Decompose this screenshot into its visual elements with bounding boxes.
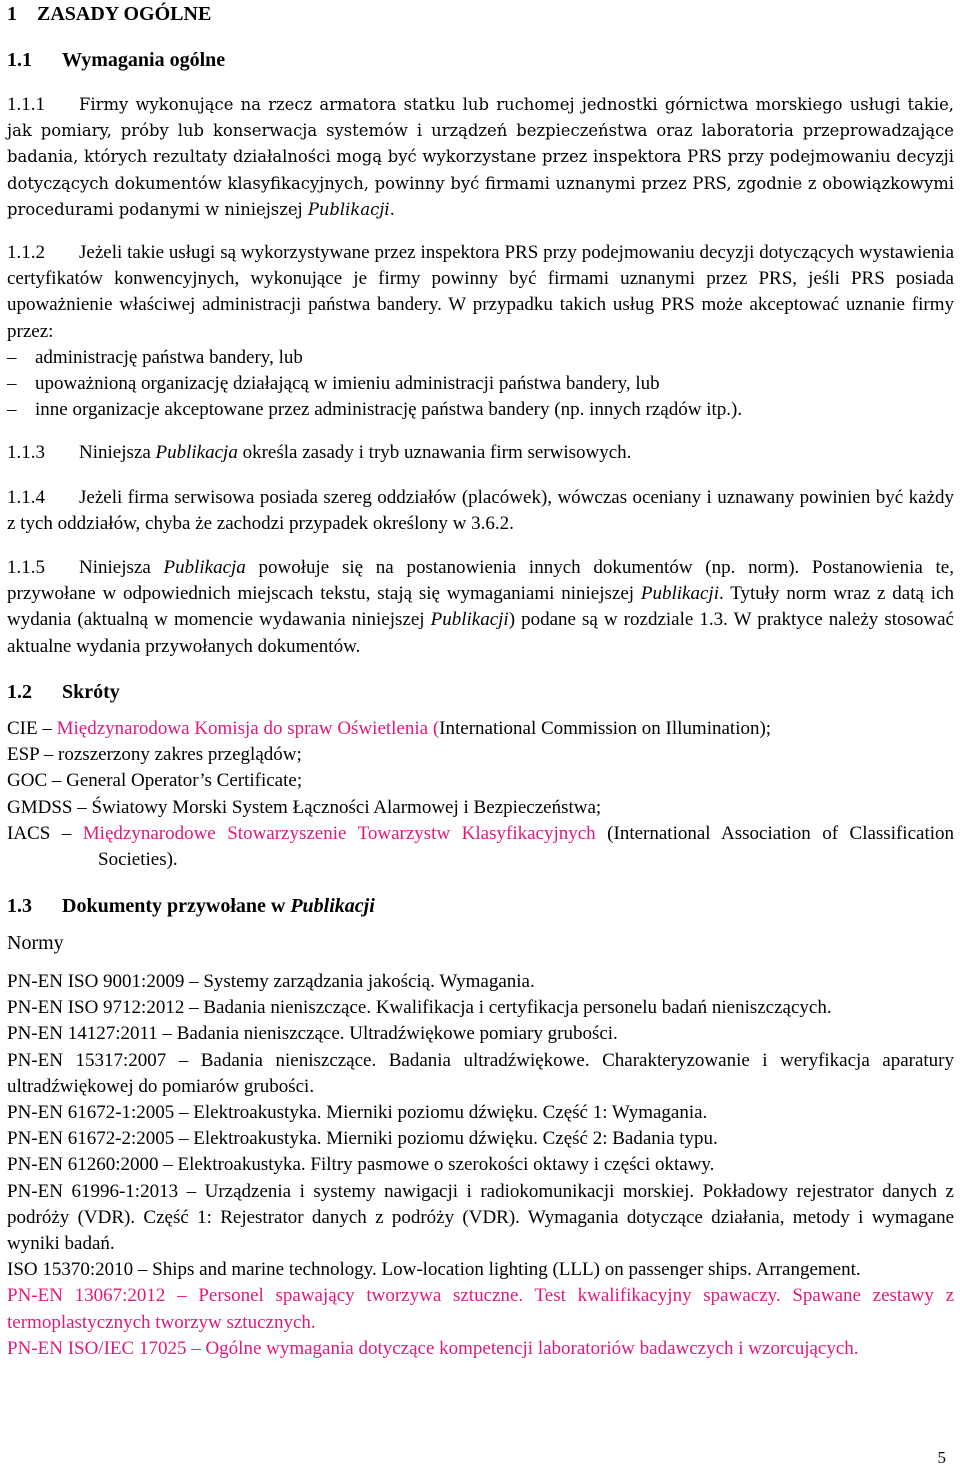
abbrev-gmdss [7,795,954,821]
abbrev-key: IACS [7,822,51,844]
abbrev-dash: – [37,718,57,739]
section-number: 1 [7,3,17,25]
norm-entry: PN-EN 15317:2007 – Badania nieniszczące. Badania ultradźwiękowe. Charakteryzowanie i weryfikacja aparatury ultradźwiękowej do pomiarów grubości. [7,1049,954,1097]
abbrev-dash: – [47,770,67,792]
norm-entry: PN-EN 61996-1:2013 – Urządzenia i systemy nawigacji i radiokomunikacji morskiej. Pokładowy rejestrator danych z podróży (VDR). Część 1: Rejestrator danych z podróży (VDR). Wymagania dotyczące działania, metody i wymagane wyniki badań. [7,1180,954,1255]
section-1-3-heading [7,893,954,919]
paragraph-number: 1.1.4 [7,487,45,508]
abbrev-iacs [7,821,954,873]
section-number: 1.2 [7,681,32,703]
norm-entry: ISO 15370:2010 – Ships and marine technology. Low-location lighting (LLL) on passenger ships. Arrangement. [7,1259,861,1281]
abbrev-text: General Operator’s Certificate; [66,770,303,792]
norm-entry: PN-EN 61260:2000 – Elektroakustyka. Filtry pasmowe o szerokości oktawy i części oktawy. [7,1154,715,1176]
abbrev-red-text: Międzynarodowa Komisja do spraw Oświetlenia ( [56,718,440,739]
abbrev-dash: – [72,796,92,818]
paragraph-text: Jeżeli takie usługi są wykorzystywane przez inspektora PRS przy podejmowaniu decyzji dotyczących wystawienia certyfikatów konwencyjnych, wykonujące je firmy powinny być firmami uznanymi przez PRS, jeśli PRS posiada upoważnienie właściwej administracji państwa bandery. W przypadku takich usług PRS może akceptować uznanie firmy przez: [7,242,954,342]
section-title: Skróty [62,681,120,703]
abbrev-text: International Commission on Illumination); [439,718,772,739]
abbrev-cie [7,716,954,742]
list-item: – upoważnioną organizację działającą w imieniu administracji państwa bandery, lub [7,371,954,397]
paragraph-1-1-2 [7,240,954,423]
italic-text: Publikacji [307,199,390,219]
text-fragment: ) podane są w rozdziale 1.3. W praktyce należy stosować aktualne wydania przywołanych dokumentów. [7,609,954,657]
abbrev-key: ESP [7,744,40,766]
paragraph-number: 1.1.5 [7,557,45,578]
norm-entry: PN-EN ISO 9001:2009 – Systemy zarządzania jakością. Wymagania. [7,971,535,992]
paragraph-text: Jeżeli firma serwisowa posiada szereg oddziałów (placówek), wówczas oceniany i uznawany powinien być każdy z tych oddziałów, chyba że zachodzi przypadek określony w 3.6.2. [7,487,954,535]
paragraph-number: 1.1.2 [7,242,45,263]
list-item: – administrację państwa bandery, lub [7,345,954,371]
norm-entry: PN-EN 61672-2:2005 – Elektroakustyka. Mierniki poziomu dźwięku. Część 2: Badania typu. [7,1128,718,1150]
paragraph-end: . [389,199,395,219]
section-1-1-heading [7,47,954,73]
paragraph-1-1-1 [7,92,954,223]
text-fragment: określa zasady i tryb uznawania firm serwisowych. [237,442,632,463]
italic-text: Publikacji [290,895,375,917]
abbrev-goc [7,768,954,794]
page-number: 5 [937,1448,946,1467]
abbrev-text: Światowy Morski System Łączności Alarmowej i Bezpieczeństwa; [91,796,602,818]
abbrev-key: GMDSS [7,796,73,818]
section-number: 1.3 [7,895,32,917]
abbrev-red-text: Międzynarodowe Stowarzyszenie Towarzystw Klasyfikacyjnych [82,822,596,844]
italic-text: Publikacji [640,583,719,605]
paragraph-1-1-4 [7,485,954,537]
abbrev-key: CIE [7,718,38,739]
section-title: Wymagania ogólne [62,49,226,71]
italic-text: Publikacja [163,557,246,578]
text-fragment: Niniejsza [79,442,156,463]
paragraph-1-1-3 [7,440,954,466]
abbrev-esp [7,742,954,768]
abbreviations-list [7,716,954,873]
abbrev-key: GOC [7,770,48,792]
abbrev-dash: – [50,822,83,844]
abbrev-text: (International Association of Classification Societies). [98,822,955,871]
norm-entry: PN-EN 61672-1:2005 – Elektroakustyka. Mierniki poziomu dźwięku. Część 1: Wymagania. [7,1102,708,1124]
text-fragment: Niniejsza [79,557,164,578]
norm-entry: PN-EN 14127:2011 – Badania nieniszczące. Ultradźwiękowe pomiary grubości. [7,1023,618,1045]
norm-entry: PN-EN ISO 9712:2012 – Badania nieniszczące. Kwalifikacja i certyfikacja personelu badań nieniszczących. [7,997,832,1019]
abbrev-text: rozszerzony zakres przeglądów; [58,744,302,766]
paragraph-number: 1.1.3 [7,442,45,463]
text-fragment: . Tytuły norm wraz z datą ich wydania (aktualną w momencie wydawania niniejszej [7,583,954,631]
abbrev-dash: – [39,744,59,766]
section-1-2-heading [7,679,954,705]
paragraph-1-1-5 [7,555,954,660]
list-item: – inne organizacje akceptowane przez administrację państwa bandery (np. innych rządów itp.). [7,397,954,423]
section-title: Dokumenty przywołane w [62,895,291,917]
norm-entry: PN-EN ISO/IEC 17025 – Ogólne wymagania dotyczące kompetencji laboratoriów badawczych i wzorcujących. [7,1337,859,1359]
section-title: ZASADY OGÓLNE [37,3,212,25]
section-1-heading [7,3,211,26]
italic-text: Publikacji [430,609,509,631]
paragraph-text: Firmy wykonujące na rzecz armatora statku lub ruchomej jednostki górnictwa morskiego usługi takie, jak pomiary, próby lub konserwacja systemów i urządzeń bezpieczeństwa oraz laboratoria przeprowadzające badania, których rezultaty działalności mogą być wykorzystane przez inspektora PRS przy podejmowaniu decyzji dotyczących dokumentów klasyfikacyjnych, powinny być firmami uznanymi przez PRS, zgodnie z obowiązkowymi procedurami podanymi w niniejszej [7,95,954,219]
text-fragment: powołuje się na postanowienia innych dokumentów (np. norm). Postanowienia te, przywołane w odpowiednich miejscach tekstu, stają się wymaganiami niniejszej [7,557,954,605]
italic-text: Publikacja [155,442,238,463]
paragraph-number: 1.1.1 [7,94,45,115]
section-number: 1.1 [7,49,32,71]
norms-list [7,969,954,1362]
subsection-title: Normy [7,932,64,954]
norm-entry: PN-EN 13067:2012 – Personel spawający tworzywa sztuczne. Test kwalifikacyjny spawaczy. Spawane zestawy z termoplastycznych tworzyw sztucznych. [7,1285,954,1333]
